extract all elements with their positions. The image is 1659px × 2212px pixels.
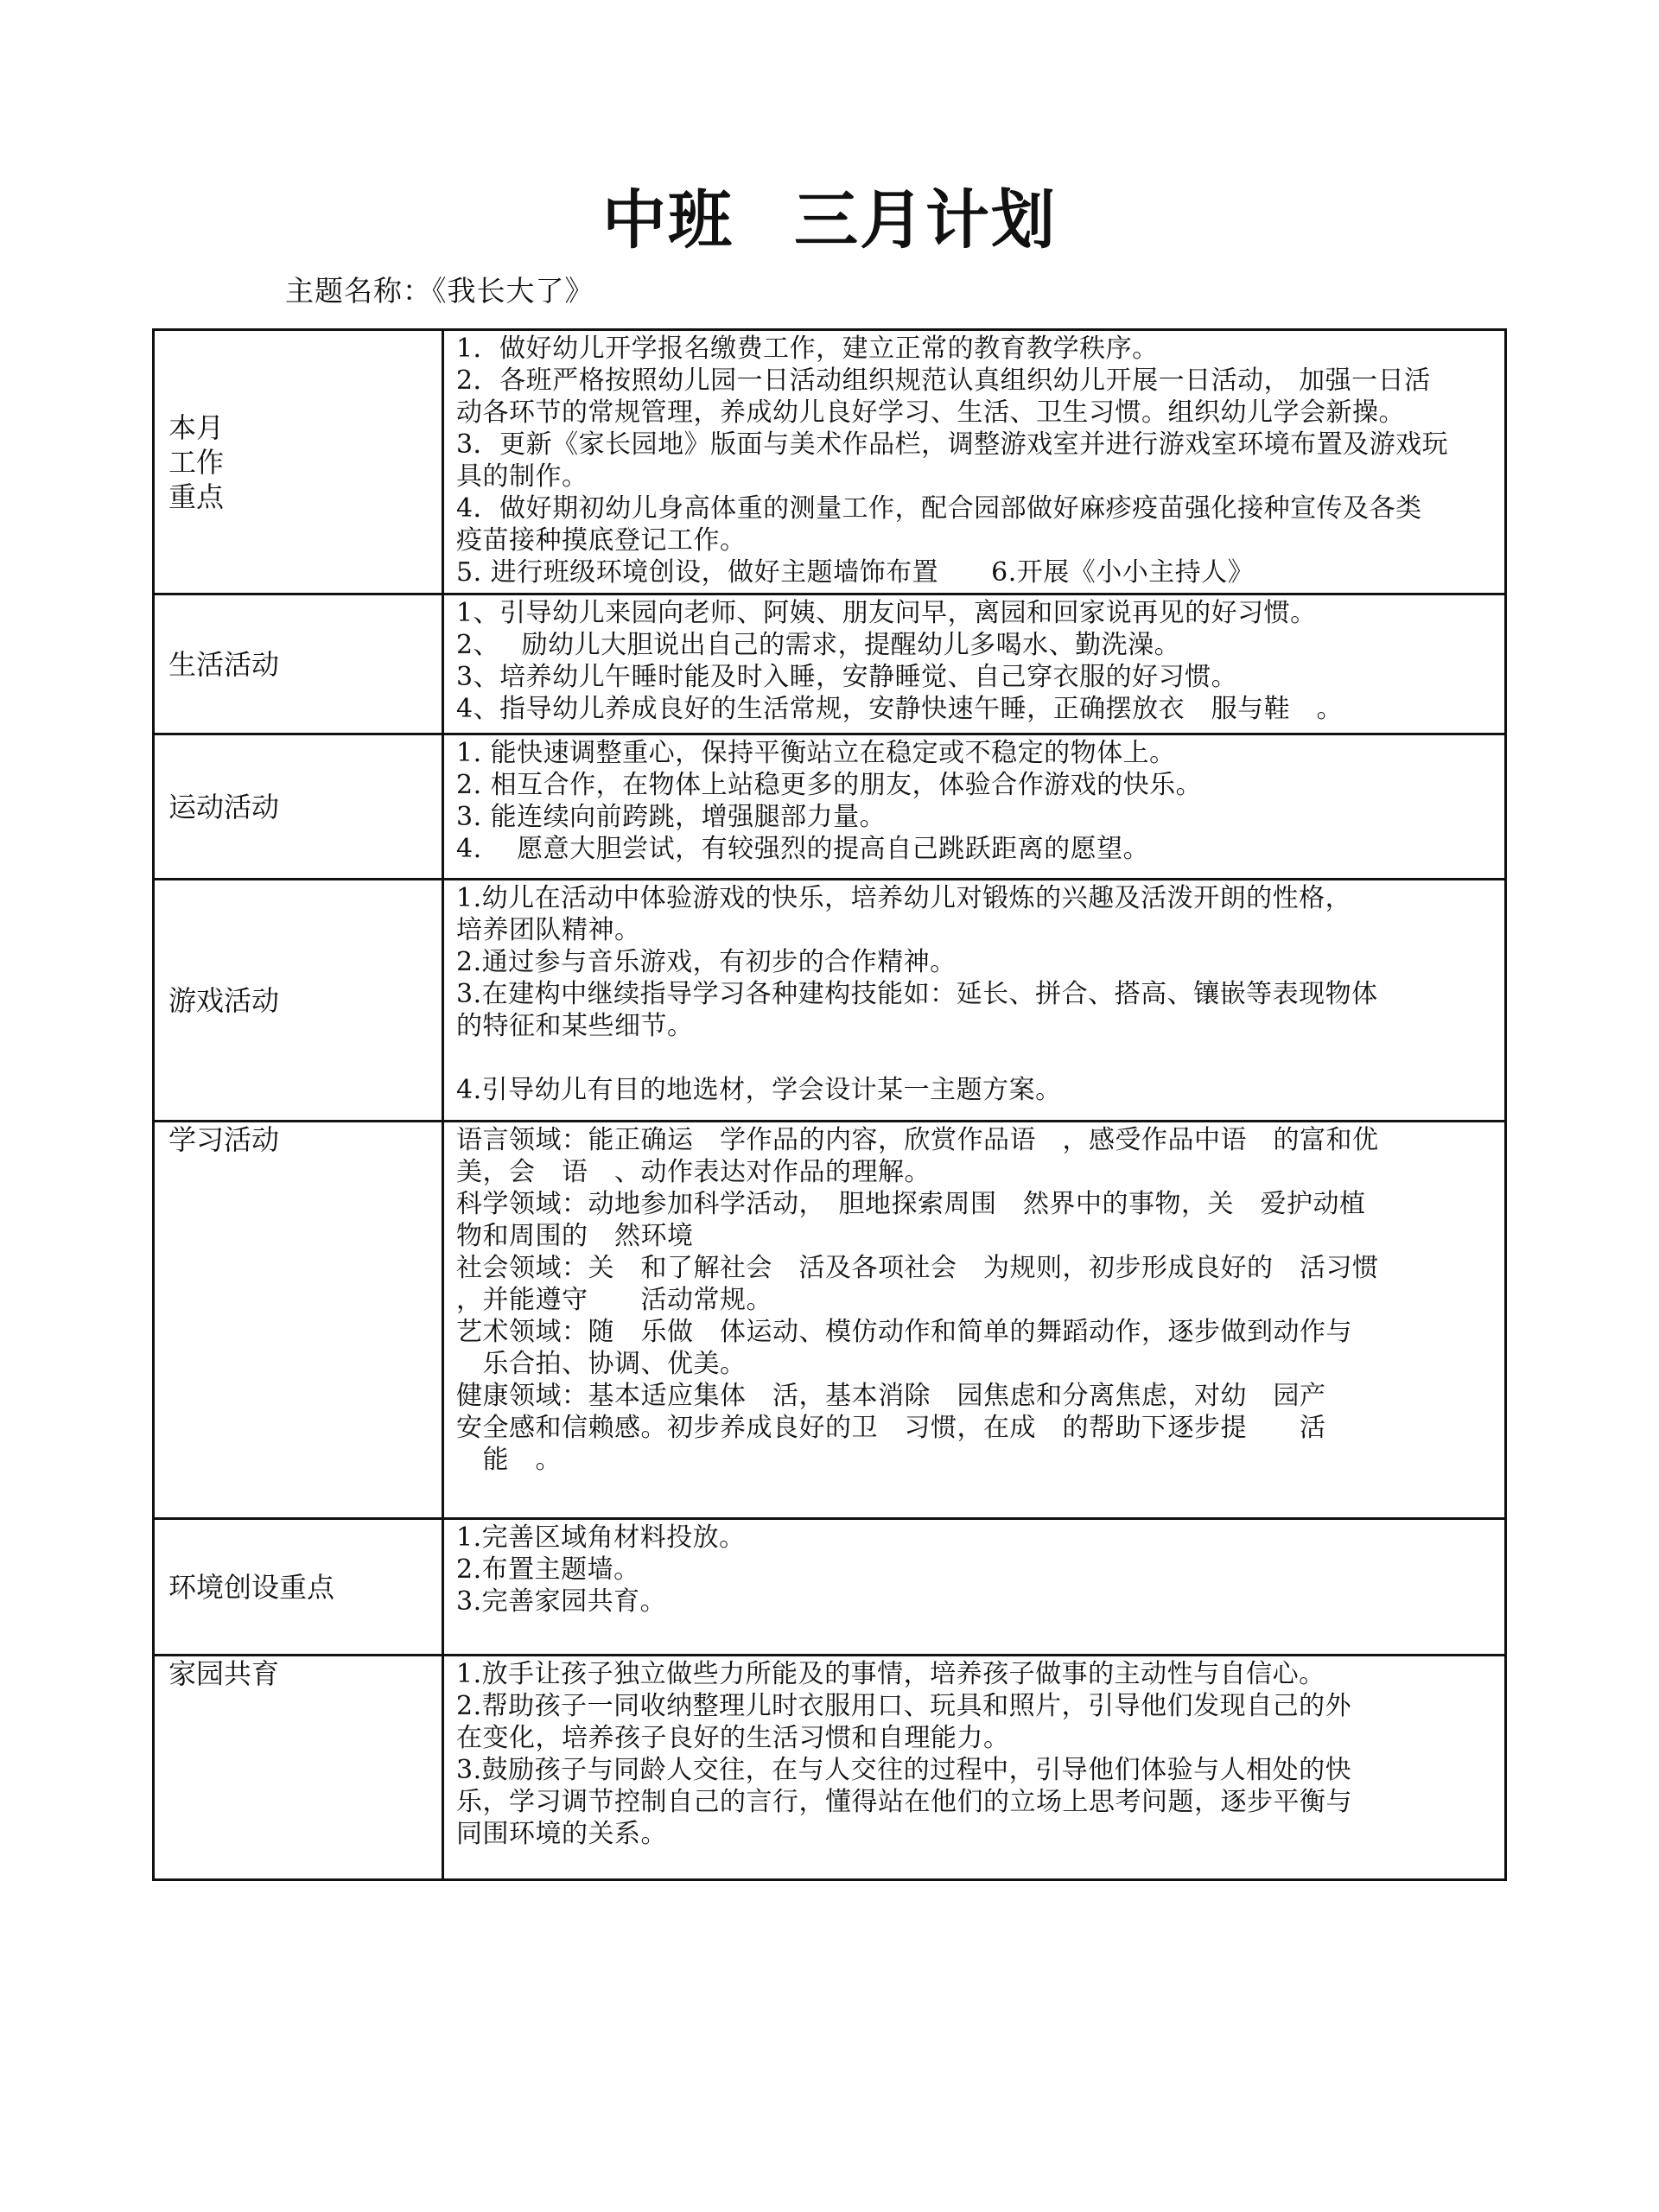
content-line: 乐，学习调节控制自己的言行，懂得站在他们的立场上思考问题，逐步平衡与: [456, 1787, 1352, 1817]
content-line: 3．更新《家长园地》版面与美术作品栏，调整游戏室并进行游戏室环境布置及游戏玩: [456, 429, 1449, 460]
row-content-cell: [443, 1519, 1506, 1656]
content-line: 1.完善区域角材料投放。: [456, 1522, 746, 1553]
plan-table: [152, 328, 1507, 1881]
row-label-cell: [154, 1122, 443, 1519]
content-line: 2、 励幼儿大胆说出自己的需求，提醒幼儿多喝水、勤洗澡。: [456, 630, 1181, 660]
content-line: 5. 进行班级环境创设，做好主题墙饰布置 6.开展《小小主持人》: [456, 557, 1255, 588]
row-label-cell: [154, 330, 443, 594]
blank-line: [456, 1042, 1496, 1074]
row-label-line: 运动活动: [168, 790, 280, 823]
theme-line: [285, 270, 594, 313]
content-line: 的特征和某些细节。: [456, 1011, 694, 1041]
title-plan-name: 三月计划: [794, 183, 1057, 257]
row-label-cell: [154, 594, 443, 734]
content-line: 艺术领域：随 乐做 体运动、模仿动作和简单的舞蹈动作，逐步做到动作与: [456, 1317, 1352, 1347]
row-learning: [154, 1122, 1506, 1519]
content-line: 物和周围的 然环境: [456, 1221, 694, 1251]
theme-value: 《我长大了》: [432, 274, 594, 308]
content-line: 2.帮助孩子一同收纳整理儿时衣服用口、玩具和照片，引导他们发现自己的外: [456, 1691, 1352, 1721]
content-line: 3.在建构中继续指导学习各种建构技能如：延长、拼合、搭高、镶嵌等表现物体: [456, 979, 1378, 1009]
title-class-name: 中班: [602, 183, 734, 257]
row-label-cell: [154, 1519, 443, 1656]
blank-line: [456, 1618, 1496, 1649]
theme-label: 主题名称：: [285, 274, 432, 308]
content-line: 1、引导幼儿来园向老师、阿姨、朋友问早，离园和回家说再见的好习惯。: [456, 598, 1317, 628]
row-content-cell: [443, 880, 1506, 1122]
row-content-cell: [443, 594, 1506, 734]
content-line: 能 。: [456, 1445, 562, 1475]
row-label-line: 本月: [168, 410, 225, 444]
content-line: 2. 相互合作，在物体上站稳更多的朋友，体验合作游戏的快乐。: [456, 770, 1203, 800]
row-games: [154, 880, 1506, 1122]
content-line: 同围环境的关系。: [456, 1819, 667, 1849]
row-label-line: 环境创设重点: [168, 1570, 335, 1604]
content-line: 安全感和信赖感。初步养成良好的卫 习惯，在成 的帮助下逐步提 活: [456, 1413, 1326, 1443]
plan-table-body: [154, 330, 1506, 1880]
row-content-cell: [443, 1656, 1506, 1880]
content-line: 3、培养幼儿午睡时能及时入睡，安静睡觉、自己穿衣服的好习惯。: [456, 662, 1238, 692]
row-content-cell: [443, 1122, 1506, 1519]
content-line: 美，会 语 、动作表达对作品的理解。: [456, 1157, 931, 1187]
content-line: ，并能遵守 活动常规。: [456, 1285, 772, 1315]
content-line: 在变化，培养孩子良好的生活习惯和自理能力。: [456, 1723, 1010, 1753]
content-line: 3.鼓励孩子与同龄人交往，在与人交往的过程中，引导他们体验与人相处的快: [456, 1755, 1352, 1785]
content-line: 健康领域：基本适应集体 活，基本消除 园焦虑和分离焦虑，对幼 园产: [456, 1381, 1326, 1411]
row-label-cell: [154, 734, 443, 880]
row-label-line: 重点: [168, 480, 225, 513]
content-line: 2.通过参与音乐游戏，有初步的合作精神。: [456, 947, 957, 977]
row-content-cell: [443, 330, 1506, 594]
content-line: 乐合拍、协调、优美。: [456, 1349, 747, 1379]
row-sports: [154, 734, 1506, 880]
content-line: 3.完善家园共育。: [456, 1586, 667, 1617]
row-daily-life: [154, 594, 1506, 734]
content-line: 4、指导幼儿养成良好的生活常规，安静快速午睡，正确摆放衣 服与鞋 。: [456, 694, 1344, 724]
content-line: 1.放手让孩子独立做些力所能及的事情，培养孩子做事的主动性与自信心。: [456, 1659, 1325, 1689]
row-home-school: [154, 1656, 1506, 1880]
row-label-line: 工作: [168, 445, 225, 479]
row-label-line: 生活活动: [168, 647, 280, 681]
content-line: 培养团队精神。: [456, 915, 641, 945]
row-monthly-focus: [154, 330, 1506, 594]
content-line: 动各环节的常规管理，养成幼儿良好学习、生活、卫生习惯。组织幼儿学会新操。: [456, 397, 1405, 428]
content-line: 1. 能快速调整重心，保持平衡站立在稳定或不稳定的物体上。: [456, 738, 1176, 768]
content-line: 社会领域：关 和了解社会 活及各项社会 为规则，初步形成良好的 活习惯: [456, 1253, 1379, 1283]
row-label-cell: [154, 1656, 443, 1880]
content-line: 具的制作。: [456, 461, 588, 492]
content-line: 3. 能连续向前跨跳，增强腿部力量。: [456, 802, 887, 832]
content-line: 4.引导幼儿有目的地选材，学会设计某一主题方案。: [456, 1075, 1062, 1105]
content-line: 4．做好期初幼儿身高体重的测量工作，配合园部做好麻疹疫苗强化接种宣传及各类: [456, 493, 1422, 524]
content-line: 1.幼儿在活动中体验游戏的快乐，培养幼儿对锻炼的兴趣及活泼开朗的性格，: [456, 883, 1352, 913]
content-line: 疫苗接种摸底登记工作。: [456, 525, 747, 556]
content-line: 语言领域：能正确运 学作品的内容，欣赏作品语 ，感受作品中语 的富和优: [456, 1125, 1379, 1155]
content-line: 4. 愿意大胆尝试，有较强烈的提高自己跳跃距离的愿望。: [456, 834, 1150, 864]
row-environment: [154, 1519, 1506, 1656]
row-label-line: 家园共育: [168, 1657, 280, 1690]
page-title: [0, 177, 1659, 264]
row-content-cell: [443, 734, 1506, 880]
content-line: 2．各班严格按照幼儿园一日活动组织规范认真组织幼儿开展一日活动， 加强一日活: [456, 365, 1431, 396]
content-line: 科学领域：动地参加科学活动， 胆地探索周围 然界中的事物，关 爱护动植: [456, 1189, 1366, 1219]
row-label-cell: [154, 880, 443, 1122]
content-line: 1．做好幼儿开学报名缴费工作，建立正常的教育教学秩序。: [456, 334, 1159, 364]
content-line: 2.布置主题墙。: [456, 1554, 640, 1585]
row-label-line: 学习活动: [168, 1123, 280, 1156]
row-label-line: 游戏活动: [168, 983, 280, 1017]
